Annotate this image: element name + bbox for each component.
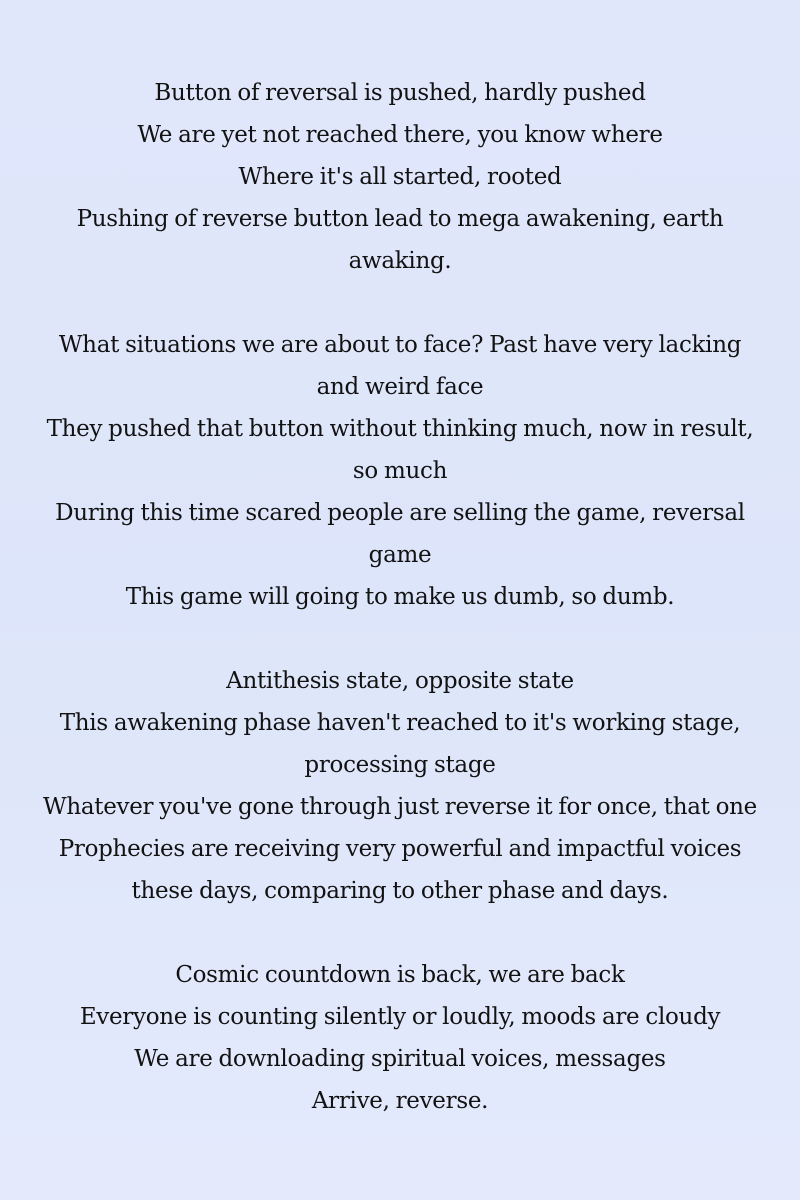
poem-line: Prophecies are receiving very powerful and impactful voices these days, comparing to other phase and days.: [58, 836, 742, 904]
poem-line: We are yet not reached there, you know where: [137, 122, 663, 148]
poem-line: This awakening phase haven't reached to it's working stage, processing stage: [59, 710, 741, 778]
stanza-4: [40, 954, 760, 1122]
poem-line: Where it's all started, rooted: [238, 164, 562, 190]
poem-line: We are downloading spiritual voices, messages: [134, 1046, 666, 1072]
poem-line: What situations we are about to face? Past have very lacking and weird face: [58, 332, 742, 400]
poem-line: Pushing of reverse button lead to mega awakening, earth awaking.: [76, 206, 724, 274]
stanza-3: [40, 660, 760, 912]
poem-line: During this time scared people are selling the game, reversal game: [55, 500, 745, 568]
poem-line: Cosmic countdown is back, we are back: [175, 962, 625, 988]
stanza-2: [40, 324, 760, 618]
stanza-1: [40, 72, 760, 282]
poem-line: This game will going to make us dumb, so dumb.: [125, 584, 675, 610]
poem-line: Button of reversal is pushed, hardly pushed: [154, 80, 646, 106]
poem-line: Antithesis state, opposite state: [226, 668, 574, 694]
poem-line: Whatever you've gone through just reverse it for once, that one: [43, 794, 757, 820]
poem-line: Everyone is counting silently or loudly, moods are cloudy: [79, 1004, 721, 1030]
poem-line: They pushed that button without thinking much, now in result, so much: [46, 416, 754, 484]
poem-line: Arrive, reverse.: [311, 1088, 489, 1114]
